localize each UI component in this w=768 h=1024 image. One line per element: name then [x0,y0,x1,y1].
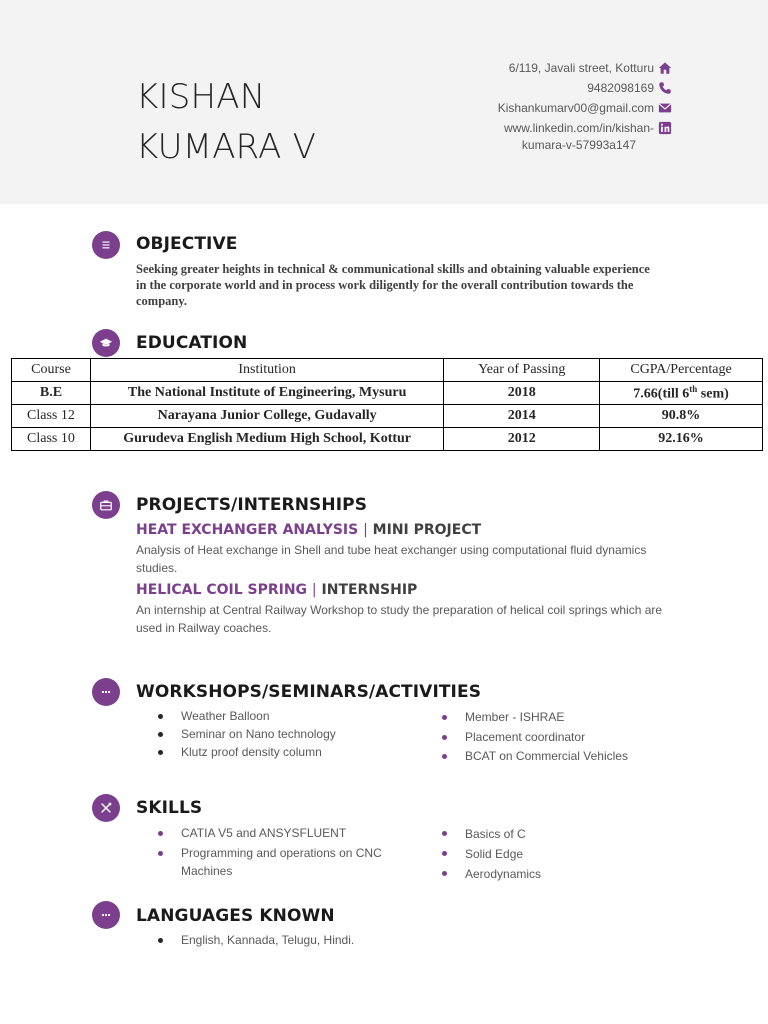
cell-institution: The National Institute of Engineering, Mysuru [90,382,443,405]
name-line-1: KISHAN [136,77,266,117]
cell-year: 2012 [444,428,600,451]
home-icon [658,61,672,75]
list-item: English, Kannada, Telugu, Hindi. [136,931,536,949]
table-row [12,382,763,405]
cell-institution: Gurudeva English Medium High School, Kottur [90,428,443,451]
cell-score: 92.16% [600,428,763,451]
list-item: Seminar on Nano technology [136,725,416,743]
objective-icon [92,231,120,259]
objective-text: Seeking greater heights in technical & communicational skills and obtaining valuable experience in the corporate world and in process work diligently for the overall contribution towards the company. [136,262,650,308]
education-table [11,358,763,451]
score-end: sem) [697,386,729,402]
linkedin-line-2: kumara-v-57993a147 [521,138,636,152]
list-item: CATIA V5 and ANSYSFLUENT [136,824,416,842]
projects-heading: PROJECTS/INTERNSHIPS [136,495,368,515]
list-item: Programming and operations on CNC Machines [136,844,391,880]
cell-course: B.E [12,382,91,405]
score-main: 7.66(till 6 [633,386,690,402]
languages-heading: LANGUAGES KNOWN [136,906,335,926]
list-item: Basics of C [420,824,700,844]
list-item: Aerodynamics [420,864,700,884]
list-item: Klutz proof density column [136,743,416,761]
project-desc-2: An internship at Central Railway Workshop to study the preparation of helical coil springs which are used in Railway coaches. [136,603,663,635]
project-type: INTERNSHIP [321,582,418,598]
languages-list [136,931,536,949]
score-sup: th [689,383,698,394]
email-text[interactable]: Kishankumarv00@gmail.com [497,101,654,115]
cell-institution: Narayana Junior College, Gudavally [90,405,443,428]
name-line-2: KUMARA V [136,127,317,167]
list-item: Member - ISHRAE [420,708,700,728]
workshops-list-right [420,708,700,767]
linkedin-line-1: www.linkedin.com/in/kishan- [503,121,654,135]
tools-icon [92,794,120,822]
address-text: 6/119, Javali street, Kotturu [508,61,654,75]
table-row [12,405,763,428]
project-type: MINI PROJECT [372,522,482,538]
col-institution: Institution [90,359,443,382]
ellipsis-icon [92,678,120,706]
list-item: Placement coordinator [420,728,700,748]
envelope-icon [658,101,672,115]
contact-address [498,58,672,78]
workshops-list-left [136,707,416,761]
project-desc-1: Analysis of Heat exchange in Shell and tube heat exchanger using computational fluid dynamics studies. [136,543,647,575]
cell-year: 2014 [444,405,600,428]
header-band [0,0,768,204]
ellipsis-icon [92,901,120,929]
linkedin-icon [658,121,672,135]
briefcase-icon [92,491,120,519]
candidate-name [136,72,316,172]
skills-list-left [136,824,416,880]
table-row [12,428,763,451]
project-separator: | [311,582,317,598]
skills-heading: SKILLS [136,798,203,818]
project-title-1 [136,522,481,538]
contact-email [498,98,672,118]
project-name: HEAT EXCHANGER ANALYSIS [136,522,359,538]
workshops-heading: WORKSHOPS/SEMINARS/ACTIVITIES [136,682,482,702]
linkedin-text[interactable] [504,120,654,154]
phone-text[interactable]: 9482098169 [587,81,654,95]
col-score: CGPA/Percentage [600,359,763,382]
project-title-2 [136,582,417,598]
cell-course: Class 10 [12,428,91,451]
list-item: Weather Balloon [136,707,416,725]
cell-course: Class 12 [12,405,91,428]
education-heading: EDUCATION [136,333,248,353]
objective-heading: OBJECTIVE [136,234,238,254]
phone-icon [658,81,672,95]
contact-phone [498,78,672,98]
contact-block [498,58,672,154]
col-course: Course [12,359,91,382]
cell-score: 90.8% [600,405,763,428]
skills-list-right [420,824,700,884]
list-item: Solid Edge [420,844,700,864]
cell-score [600,382,763,405]
contact-linkedin [498,118,672,154]
graduation-cap-icon [92,329,120,357]
project-name: HELICAL COIL SPRING [136,582,308,598]
list-item: BCAT on Commercial Vehicles [420,747,700,767]
table-header-row [12,359,763,382]
project-separator: | [363,522,368,538]
cell-year: 2018 [444,382,600,405]
col-year: Year of Passing [444,359,600,382]
